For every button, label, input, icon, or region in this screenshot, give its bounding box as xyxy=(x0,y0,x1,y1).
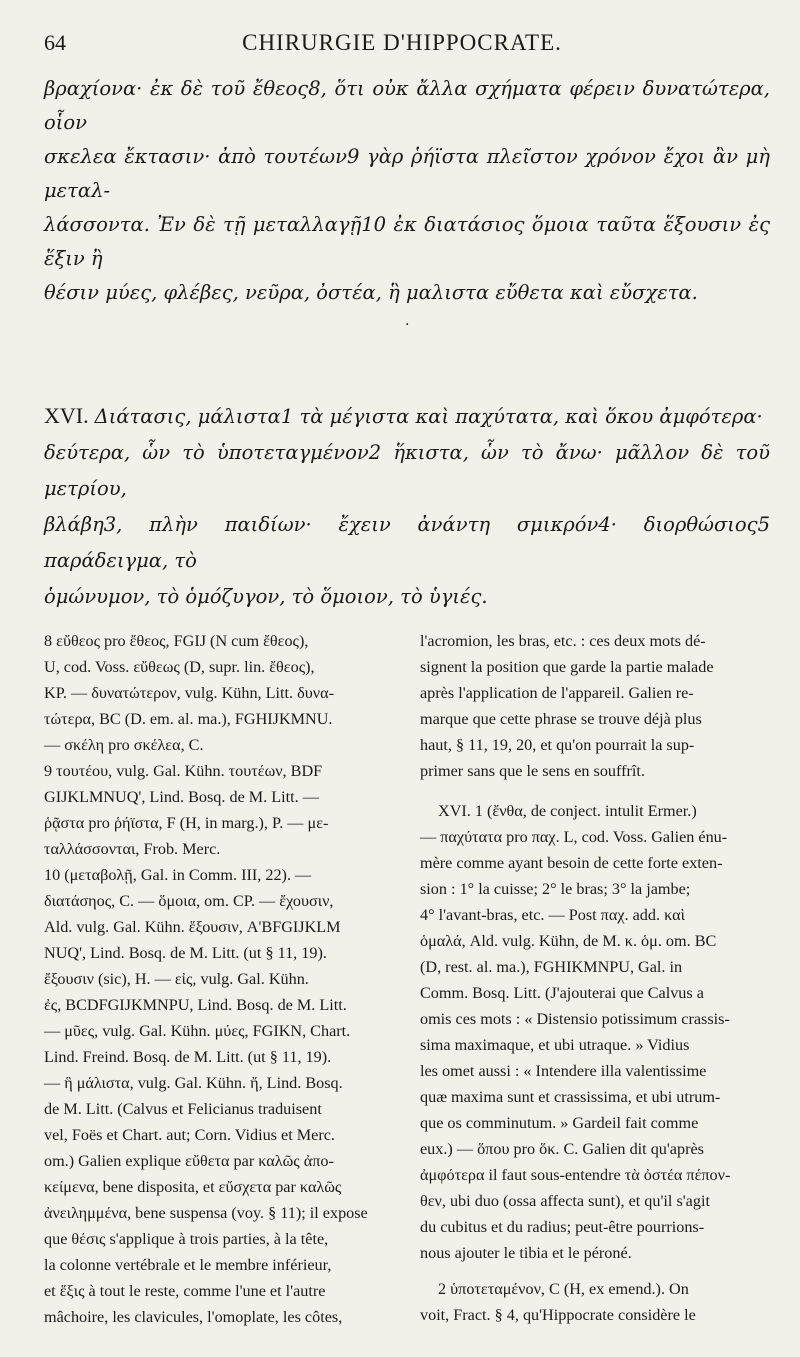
note-line: primer sans que le sens en souffrît. xyxy=(420,762,645,780)
section-xvi xyxy=(44,398,770,615)
note-line: 2 ὑποτεταμένον, C (H, ex emend.). On xyxy=(438,1280,689,1298)
running-title: CHIRURGIE D'HIPPOCRATE. xyxy=(242,30,562,55)
footnote-line: KP. — δυνατώτερον, vulg. Kühn, Litt. δυνα- xyxy=(44,684,334,702)
footnote-line: et ἕξις à tout le reste, comme l'une et l'autre xyxy=(44,1282,326,1300)
footnote-line: ταλλάσσονται, Frob. Merc. xyxy=(44,840,221,858)
greek-line: θέσιν μύες, φλέβες, νεῦρα, ὀστέα, ἣ μαλιστα εὔθετα καὶ εὔσχετα. xyxy=(44,281,698,304)
footnote-line: Ald. vulg. Gal. Kühn. ἕξουσιν, A'BFGIJKLM xyxy=(44,918,341,936)
footnote-line: 8 εὔθεος pro ἔθεος, FGIJ (N cum ἔθεος), xyxy=(44,632,309,650)
note-line: 4° l'avant-bras, etc. — Post παχ. add. καὶ xyxy=(420,906,685,924)
footnote-line: Lind. Freind. Bosq. de M. Litt. (ut § 11, 19). xyxy=(44,1048,332,1066)
note-line: ἀμφότερα il faut sous-entendre τὰ ὀστέα πέπον- xyxy=(420,1166,731,1184)
footnote-line: NUQ', Lind. Bosq. de M. Litt. (ut § 11, 19). xyxy=(44,944,327,962)
greek-line: σκελεα ἔκτασιν· ἀπὸ τουτέων9 γὰρ ῥήϊστα πλεῖστον χρόνον ἔχοι ἂν μὴ μεταλ- xyxy=(44,145,770,202)
footnote-line: la colonne vertébrale et le membre inférieur, xyxy=(44,1256,332,1274)
note-line: les omet aussi : « Intendere illa valentissime xyxy=(420,1062,707,1080)
note-line: XVI. 1 (ἔνθα, de conject. intulit Ermer.) xyxy=(438,802,697,820)
footnote-line: que θέσις s'applique à trois parties, à la tête, xyxy=(44,1230,329,1248)
greek-line: Διάτασις, μάλιστα1 τὰ μέγιστα καὶ παχύτατα, καὶ ὅκου ἀμφότερα· xyxy=(94,405,763,428)
footnote-line: de M. Litt. (Calvus et Felicianus traduisent xyxy=(44,1100,322,1118)
footnote-line: — ἣ μάλιστα, vulg. Gal. Kühn. ἤ, Lind. Bosq. xyxy=(44,1074,343,1092)
note-line: θεν, ubi duo (ossa affecta sunt), et qu'il s'agit xyxy=(420,1192,710,1210)
note-line: sima maximaque, et ubi utraque. » Vidius xyxy=(420,1036,690,1054)
footnote-line: ῥᾷστα pro ῥήϊστα, F (H, in marg.), P. — με- xyxy=(44,814,329,832)
footnote-line: 9 τουτέου, vulg. Gal. Kühn. τουτέων, BDF xyxy=(44,762,323,780)
footnote-line: ἀνειλημμένα, bene suspensa (voy. § 11); il expose xyxy=(44,1204,368,1222)
greek-line: βραχίονα· ἐκ δὲ τοῦ ἔθεος8, ὅτι οὐκ ἄλλα σχήματα φέρειν δυνατώτερα, οἷον xyxy=(44,77,770,134)
greek-text-continuation xyxy=(44,72,770,310)
note-line: voit, Fract. § 4, qu'Hippocrate considère le xyxy=(420,1306,696,1324)
footnote-line: — σκέλη pro σκέλεα, C. xyxy=(44,736,204,754)
section-number: XVI. xyxy=(44,403,89,428)
note-line: Comm. Bosq. Litt. (J'ajouterai que Calvus a xyxy=(420,984,704,1002)
footnote-line: ἐς, BCDFGIJKMNPU, Lind. Bosq. de M. Litt. xyxy=(44,996,347,1014)
greek-line: ὁμώνυμον, τὸ ὁμόζυγον, τὸ ὅμοιον, τὸ ὑγιές. xyxy=(44,585,488,608)
footnote-line: τώτερα, BC (D. em. al. ma.), FGHIJKMNU. xyxy=(44,710,333,728)
note-line: du cubitus et du radius; peut-être pourrions- xyxy=(420,1218,705,1236)
footnote-line: 10 (μεταβολῇ, Gal. in Comm. III, 22). — xyxy=(44,866,312,884)
greek-line: δεύτερα, ὧν τὸ ὑποτεταγμένον2 ἥκιστα, ὧν τὸ ἄνω· μᾶλλον δὲ τοῦ μετρίου, xyxy=(44,441,770,500)
note-line: après l'application de l'appareil. Galien re- xyxy=(420,684,694,702)
footnote-line: U, cod. Voss. εὔθεως (D, supr. lin. ἔθεος), xyxy=(44,658,315,676)
note-line: mère comme ayant besoin de cette forte exten- xyxy=(420,854,723,872)
note-line: haut, § 11, 19, 20, et qu'on pourrait la sup- xyxy=(420,736,695,754)
note-line: signent la position que garde la partie malade xyxy=(420,658,714,676)
note-line: quæ maxima sunt et crassissima, et ubi utrum- xyxy=(420,1088,721,1106)
footnote-line: διατάσηος, C. — ὅμοια, om. CP. — ἔχουσιν, xyxy=(44,892,334,910)
note-line: l'acromion, les bras, etc. : ces deux mots dé- xyxy=(420,632,706,650)
note-line: eux.) — ὅπου pro ὅκ. C. Galien dit qu'après xyxy=(420,1140,704,1158)
footnote-line: vel, Foës et Chart. aut; Corn. Vidius et Merc. xyxy=(44,1126,335,1144)
footnote-line: GIJKLMNUQ', Lind. Bosq. de M. Litt. — xyxy=(44,788,319,806)
note-line: sion : 1° la cuisse; 2° le bras; 3° la jambe; xyxy=(420,880,691,898)
footnotes-right-column xyxy=(420,628,775,1328)
note-line: marque que cette phrase se trouve déjà plus xyxy=(420,710,702,728)
greek-line: λάσσοντα. Ἐν δὲ τῇ μεταλλαγῇ10 ἐκ διατάσιος ὅμοια ταῦτα ἕξουσιν ἐς ἕξιν ἢ xyxy=(44,213,770,270)
footnote-line: κείμενα, bene disposita, et εὔσχετα par καλῶς xyxy=(44,1178,342,1196)
greek-line: βλάβη3, πλὴν παιδίων· ἔχειν ἀνάντη σμικρόν4· διορθώσιος5 παράδειγμα, τὸ xyxy=(44,513,770,572)
note-line: que os comminutum. » Gardeil fait comme xyxy=(420,1114,699,1132)
note-line: nous ajouter le tibia et le péroné. xyxy=(420,1244,632,1262)
note-line: ὁμαλά, Ald. vulg. Kühn, de M. κ. ὁμ. om. BC xyxy=(420,932,717,950)
footnote-columns xyxy=(44,628,774,1328)
note-line: omis ces mots : « Distensio potissimum crassis- xyxy=(420,1010,730,1028)
note-line: — παχύτατα pro παχ. L, cod. Voss. Galien énu- xyxy=(420,828,728,846)
page-header xyxy=(44,30,760,64)
footnotes-left-column xyxy=(44,628,399,1330)
page-number: 64 xyxy=(44,30,66,55)
footnote-line: ἔξουσιν (sic), H. — εἰς, vulg. Gal. Kühn. xyxy=(44,970,309,988)
footnote-line: om.) Galien explique εὔθετα par καλῶς ἀπο- xyxy=(44,1152,334,1170)
footnote-line: mâchoire, les clavicules, l'omoplate, les côtes, xyxy=(44,1308,343,1326)
footnote-line: — μῦες, vulg. Gal. Kühn. μύες, FGIKN, Chart. xyxy=(44,1022,351,1040)
section-divider-mark: · xyxy=(405,317,410,333)
note-line: (D, rest. al. ma.), FGHIKMNPU, Gal. in xyxy=(420,958,683,976)
